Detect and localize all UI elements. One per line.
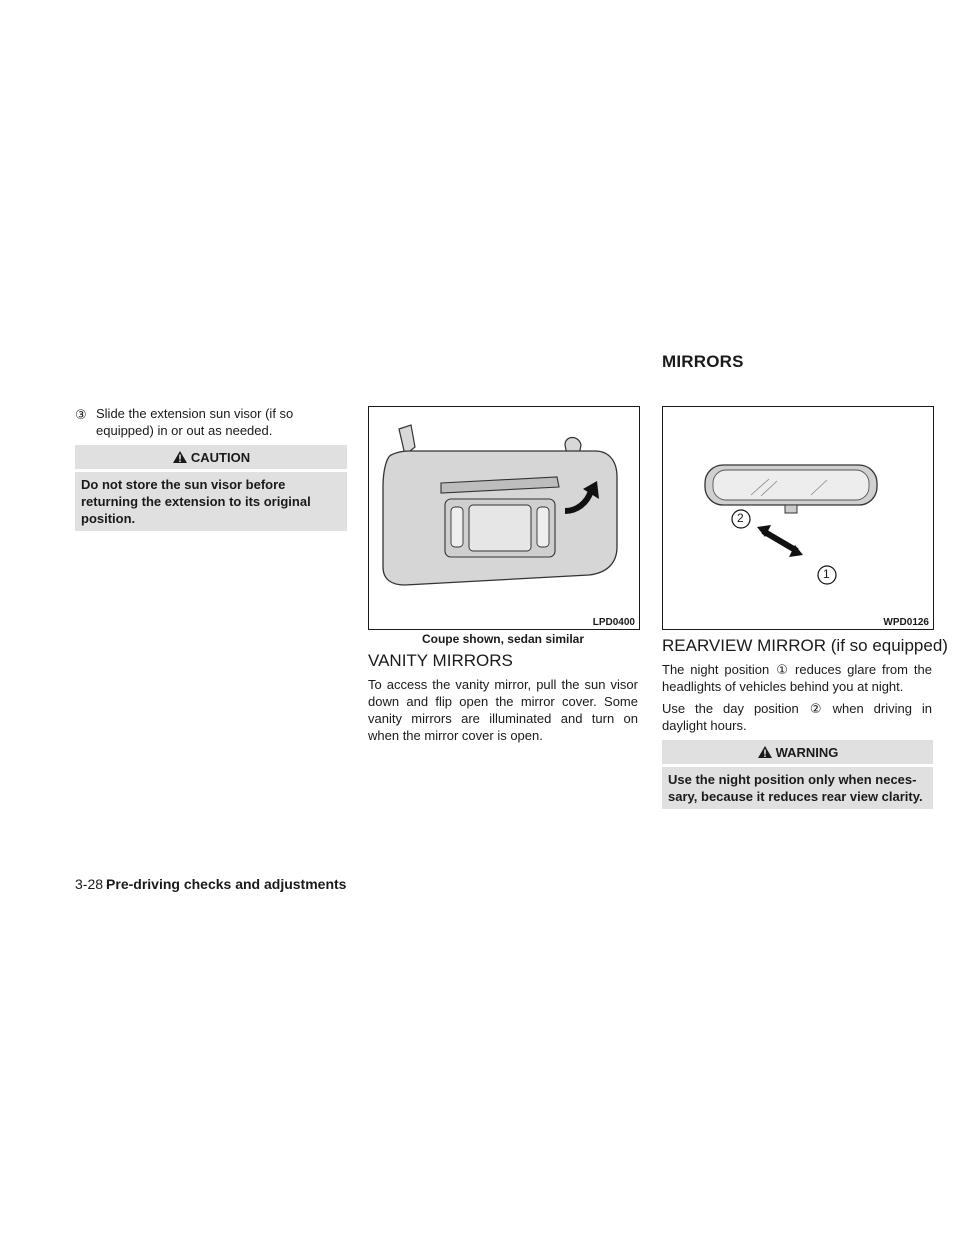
rearview-day-text (662, 700, 932, 734)
warning-triangle-icon (172, 450, 188, 464)
night-text-start: The night position (662, 662, 770, 677)
label-2: 2 (737, 511, 744, 525)
vanity-mirrors-text: To access the vanity mirror, pull the sun visor down and flip open the mirror cover. Some vanity mirrors are illuminated and turn on when the mirror cover is open. (368, 677, 638, 743)
figure-caption: Coupe shown, sedan similar (421, 632, 585, 646)
marker-1: ① (776, 662, 788, 677)
page-number: 3-28 (75, 876, 104, 892)
day-text-end: when driving in daylight hours. (662, 701, 932, 733)
step-3 (75, 405, 350, 439)
warning-text: Use the night position only when neces- sary, because it reduces rear view clarity. (662, 767, 933, 809)
figure-code: WPD0126 (883, 617, 929, 628)
marker-2: ② (809, 701, 822, 716)
caution-title: CAUTION (190, 449, 251, 465)
vanity-mirrors-heading: VANITY MIRRORS (368, 651, 513, 670)
step-number: ③ (75, 407, 87, 422)
warning-triangle-icon (757, 745, 773, 759)
caution-text: Do not store the sun visor before returning the extension to its original position. (75, 472, 347, 531)
caution-box (75, 445, 347, 531)
step-text: Slide the extension sun visor (if so equipped) in or out as needed. (96, 406, 294, 438)
sun-visor-figure (368, 406, 640, 630)
section-title: MIRRORS (662, 352, 744, 371)
page-footer (75, 876, 346, 892)
chapter-title: Pre-driving checks and adjustments (106, 876, 347, 892)
night-text-end: reduces glare from the headlights of vehicles behind you at night. (662, 662, 932, 694)
label-1: 1 (823, 567, 830, 581)
warning-title: WARNING (775, 744, 839, 760)
warning-box (662, 740, 933, 809)
figure-code: LPD0400 (592, 617, 635, 628)
rearview-mirror-illustration (663, 407, 933, 629)
sun-visor-illustration (369, 407, 639, 629)
rearview-mirror-heading: REARVIEW MIRROR (if so equipped) (662, 636, 948, 655)
day-text-start: Use the day position (662, 701, 799, 716)
rearview-night-text (662, 661, 932, 695)
rearview-mirror-figure (662, 406, 934, 630)
